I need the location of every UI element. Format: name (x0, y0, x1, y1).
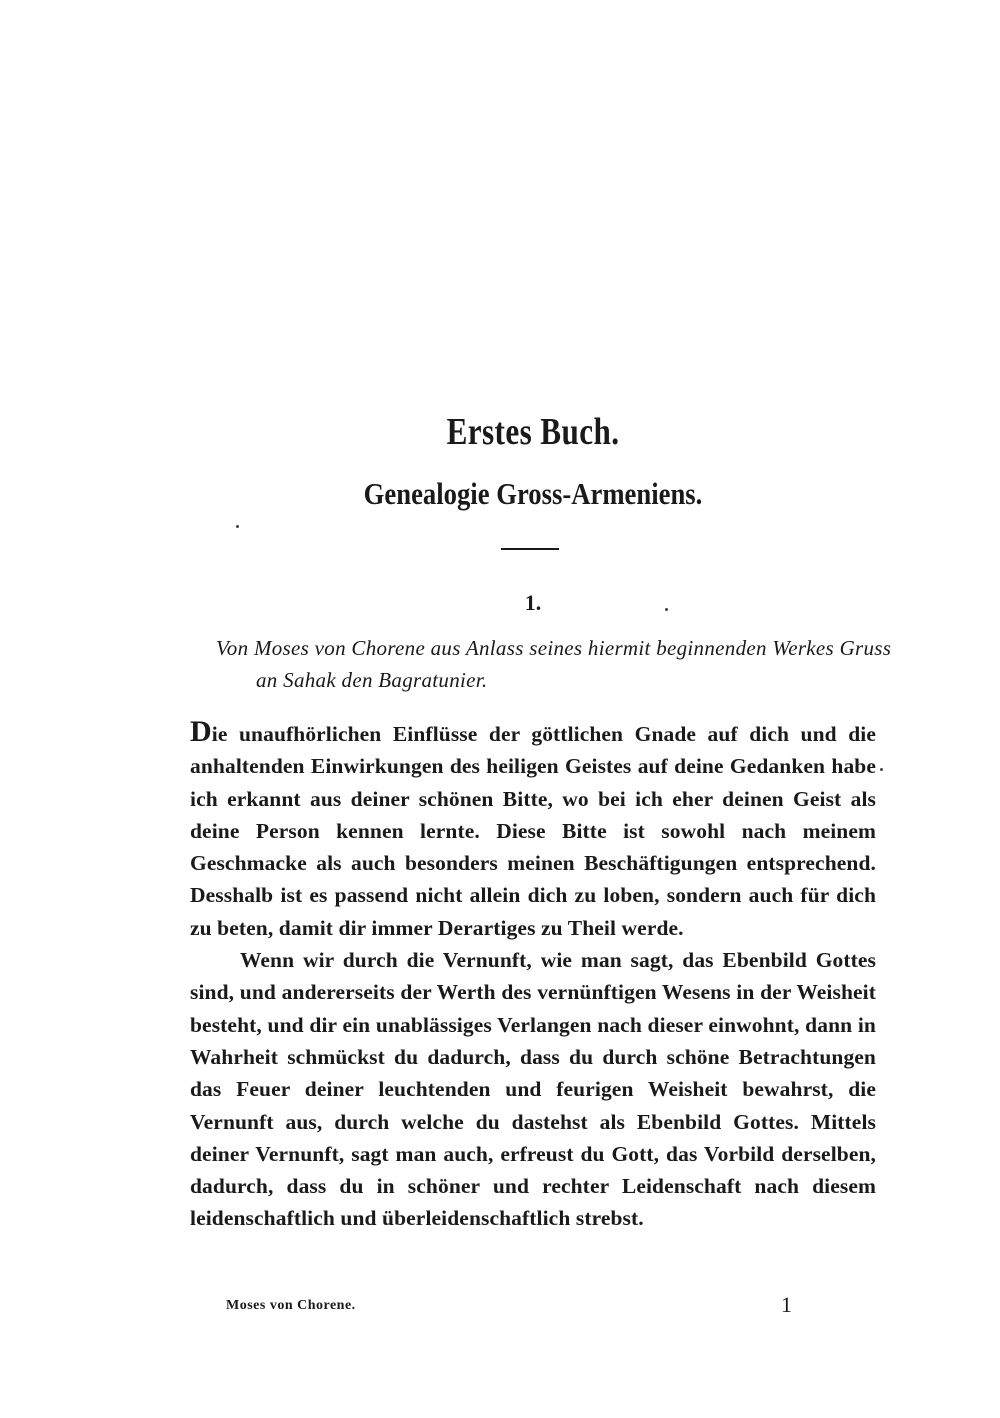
chapter-summary: Von Moses von Chorene aus Anlass seines hiermit beginnenden Werkes Gruss an Sahak den Bagratunier. (216, 636, 892, 692)
title-divider (501, 548, 559, 550)
paragraph-1-text: ie unaufhörlichen Einflüsse der göttlichen Gnade auf dich und die anhaltenden Einwirkungen des heiligen Geistes auf deine Gedanken habe ich erkannt aus deiner schönen Bitte, wo bei ich eher deinen Geist als deine Person kennen lernte. Diese Bitte ist sowohl nach meinem Geschmacke als auch besonders meinen Beschäftigungen entsprechend. Desshalb ist es passend nicht allein dich zu loben, sondern auch für dich zu beten, damit dir immer Derartiges zu Theil werde. (190, 722, 876, 940)
body-text (190, 715, 876, 1235)
print-speck (665, 608, 668, 611)
drop-cap: D (190, 715, 212, 748)
chapter-number: 1. (524, 590, 542, 615)
print-speck (236, 525, 239, 528)
book-title: Erstes Buch. (446, 411, 620, 453)
book-subtitle: Genealogie Gross-Armeniens. (363, 476, 703, 511)
paragraph-1 (190, 715, 876, 944)
print-speck (880, 768, 883, 771)
paragraph-2: Wenn wir durch die Vernunft, wie man sagt, das Ebenbild Gottes sind, und andererseits der Werth des vernünftigen Wesens in der Weisheit besteht, und dir ein unablässiges Verlangen nach dieser einwohnt, dann in Wahrheit schmückst du dadurch, dass du durch schöne Betrachtungen das Feuer deiner leuchtenden und feurigen Weisheit bewahrst, die Vernunft aus, durch welche du dastehst als Ebenbild Gottes. Mittels deiner Vernunft, sagt man auch, erfreust du Gott, das Vorbild derselben, dadurch, dass du in schöner und rechter Leidenschaft nach diesem leidenschaftlich und überleidenschaftlich strebst. (190, 948, 876, 1231)
sheet-number: 1 (781, 1292, 792, 1317)
signature-mark: Moses von Chorene. (226, 1298, 356, 1313)
